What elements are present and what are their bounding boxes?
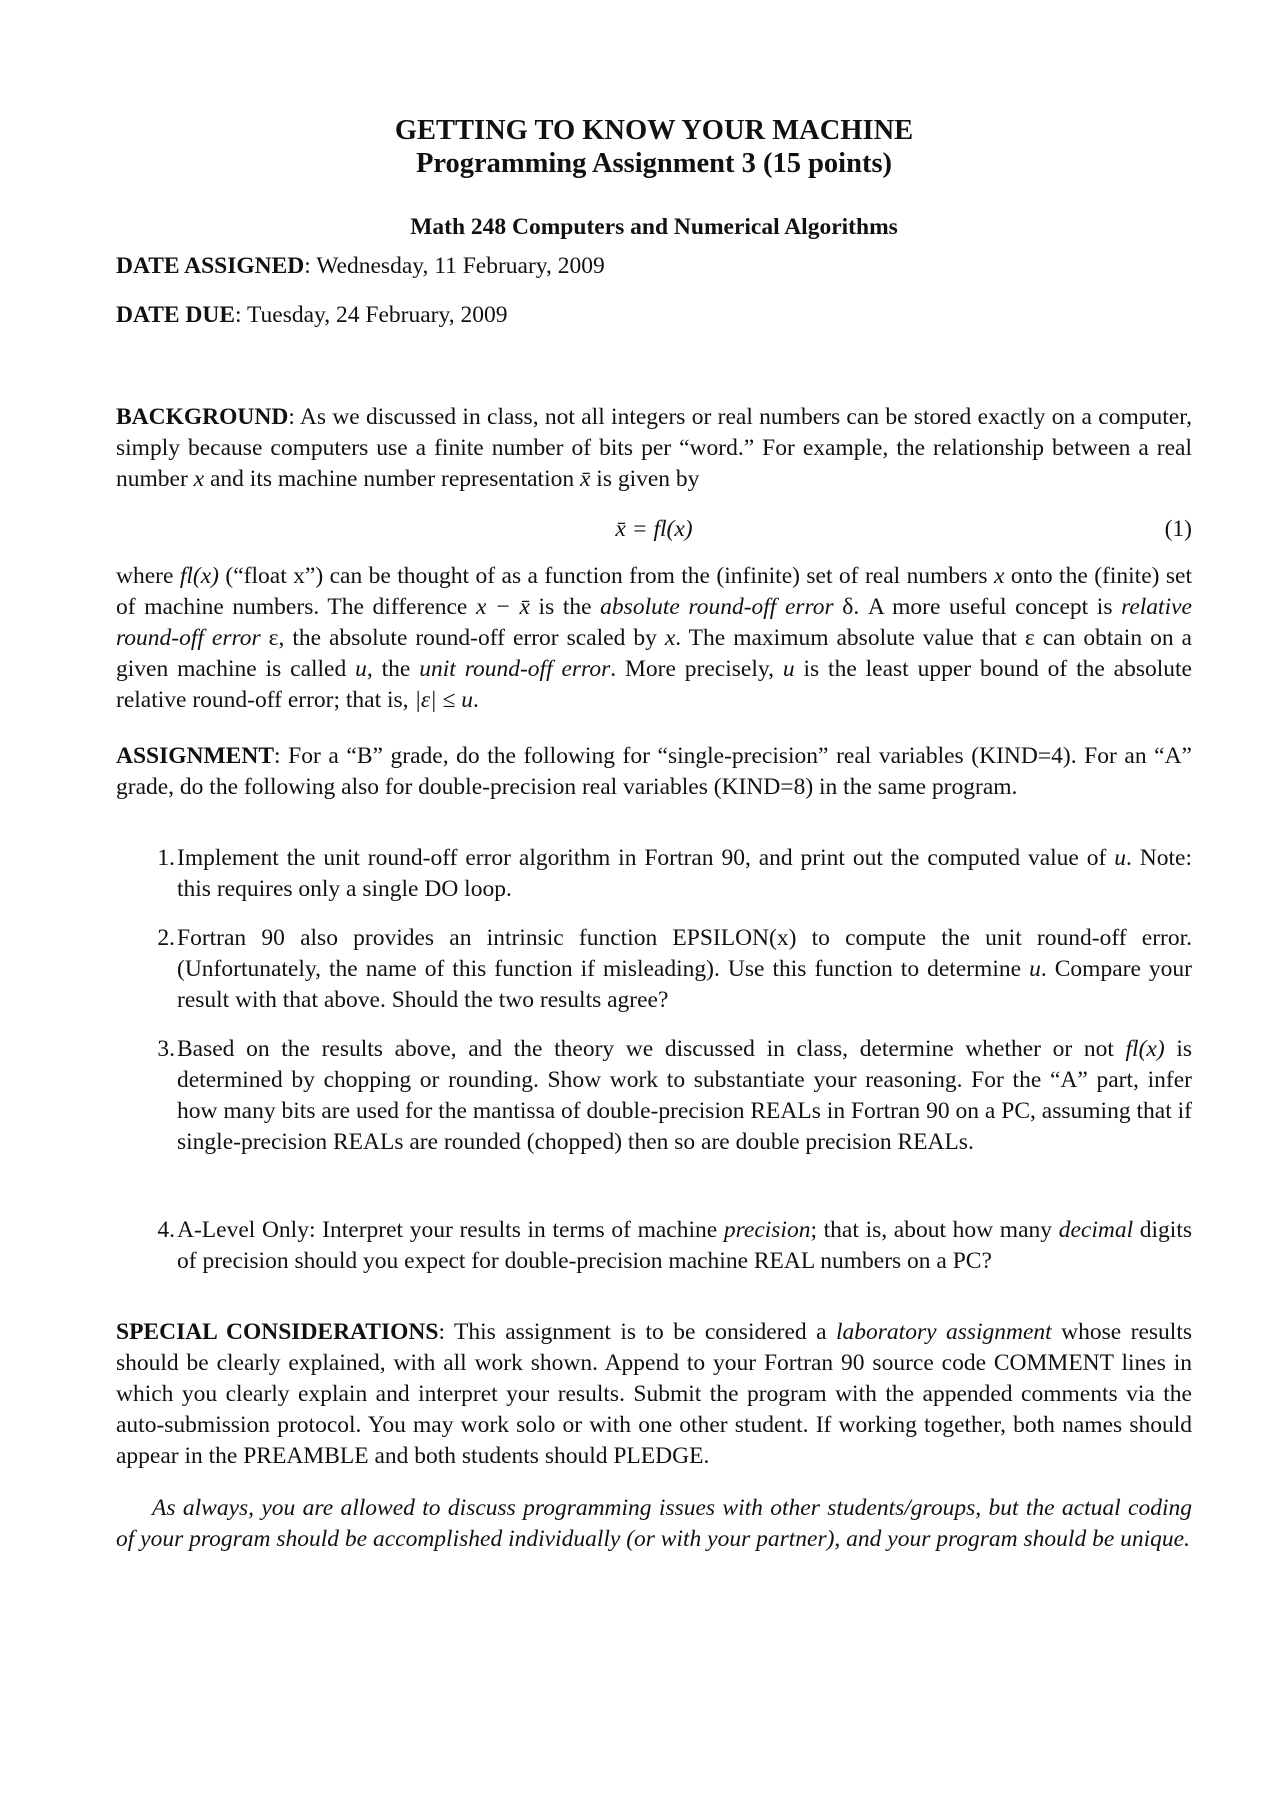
date-assigned xyxy=(116,251,1192,282)
background-paragraph: BACKGROUND: As we discussed in class, not all integers or real numbers can be stored exactly on a computer, simply because computers use a finite number of bits per “word.” For example, the relationship between a real number x and its machine number representation x̄ is given by xyxy=(116,404,1192,492)
definition-paragraph: where fl(x) (“float x”) can be thought of as a function from the (infinite) set of real numbers x onto the (finite) set of machine numbers. The difference x − x̄ is the absolute round-off error δ. A more useful concept is relative round-off error ε, the absolute round-off error scaled by x. The maximum absolute value that ε can obtain on a given machine is called u, the unit round-off error. More precisely, u is the least upper bound of the absolute relative round-off error; that is, |ε| ≤ u. xyxy=(116,563,1192,713)
date-assigned-label: DATE ASSIGNED xyxy=(116,253,305,279)
equation-number: (1) xyxy=(1164,516,1192,542)
closing-note: As always, you are allowed to discuss programming issues with other students/groups, but the actual coding of your program should be accomplished individually (or with your partner), and your program should be unique. xyxy=(116,1495,1192,1552)
course-name: Math 248 Computers and Numerical Algorithms xyxy=(410,214,898,240)
equation-body: x̄ = fl(x) xyxy=(615,516,693,542)
background-label: BACKGROUND xyxy=(116,404,289,430)
date-due xyxy=(116,300,1192,331)
assignment-label: ASSIGNMENT xyxy=(116,743,275,769)
special-considerations-label: SPECIAL CONSIDERATIONS xyxy=(116,1319,439,1345)
page-title: GETTING TO KNOW YOUR MACHINE xyxy=(394,115,914,146)
page-subtitle: Programming Assignment 3 (15 points) xyxy=(415,148,893,179)
assignment-paragraph: ASSIGNMENT: For a “B” grade, do the following for “single-precision” real variables (KIND=4). For an “A” grade, do the following also for double-precision real variables (KIND=8) in the same program. xyxy=(116,743,1192,800)
special-considerations-paragraph: SPECIAL CONSIDERATIONS: This assignment is to be considered a laboratory assignment whose results should be clearly explained, with all work shown. Append to your Fortran 90 source code COMMENT lines in which you clearly explain and interpret your results. Submit the program with the appended comments via the auto-submission protocol. You may work solo or with one other student. If working together, both names should appear in the PREAMBLE and both students should PLEDGE. xyxy=(116,1319,1193,1469)
date-due-value: : Tuesday, 24 February, 2009 xyxy=(235,302,508,328)
date-due-label: DATE DUE xyxy=(116,302,236,328)
date-assigned-value: : Wednesday, 11 February, 2009 xyxy=(304,253,605,279)
